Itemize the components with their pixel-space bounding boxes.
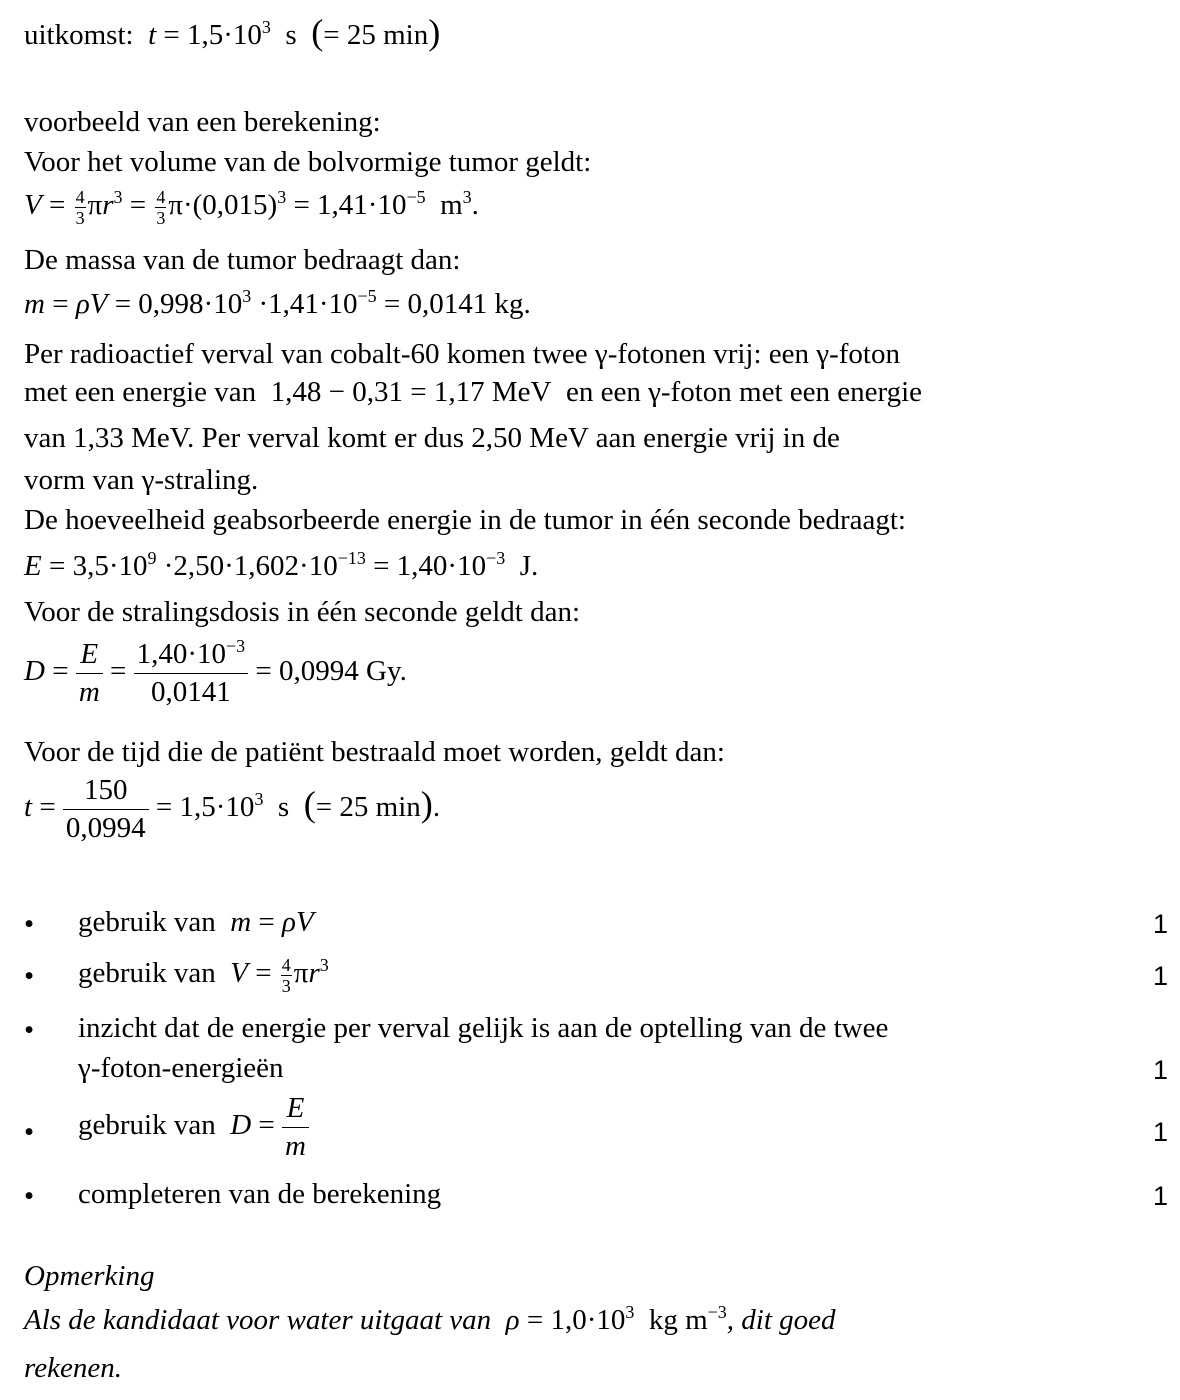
score-item-1-formula: m = ρV: [230, 906, 314, 938]
remark-line-1-post: , dit goed: [726, 1304, 836, 1336]
decay-line-3: van 1,33 MeV. Per verval komt er dus 2,50 MeV aan energie vrij in de: [24, 422, 840, 454]
remark-line-1-formula: $\rho = 1,0\cdot 10^3$ kg $m^{-3}$: [505, 1301, 727, 1336]
score-item-3-line-1: inzicht dat de energie per verval gelijk is aan de optelling van de twee: [78, 1012, 889, 1044]
time-text: Voor de tijd die de patiënt bestraald moet worden, geldt dan:: [24, 736, 725, 768]
score-item-5-points: 1: [1152, 1181, 1168, 1211]
bullet: •: [24, 1014, 35, 1046]
bullet: •: [24, 1180, 35, 1212]
score-item-1-prefix: gebruik van: [78, 906, 216, 938]
score-item-3-line-2: γ-foton-energieën: [78, 1052, 284, 1084]
decay-line-4: vorm van γ-straling.: [24, 464, 259, 496]
score-item-4-formula: D = $\frac{E}{m}$: [230, 1109, 309, 1141]
volume-text: Voor het volume van de bolvormige tumor geldt:: [24, 146, 592, 178]
energy-text: De hoeveelheid geabsorbeerde energie in de tumor in één seconde bedraagt:: [24, 504, 906, 536]
remark-heading: Opmerking: [24, 1260, 155, 1292]
score-item-2-prefix: gebruik van: [78, 957, 216, 990]
dose-formula: D = $\frac{E}{m}$ = $\frac{1,40\cdot 10^{-3}}{0,0141}$ = 0,0994 Gy.: [24, 635, 407, 708]
score-item-4-points: 1: [1152, 1117, 1168, 1147]
remark-line-1-pre: Als de kandidaat voor water uitgaat van: [24, 1304, 492, 1336]
energy-formula: $E = 3,5\cdot 10^9 \cdot 2,50\cdot 1,602\cdot 10^{-13} = 1,40\cdot 10^{-3}$ J.: [24, 547, 539, 582]
decay-line-1: Per radioactief verval van cobalt-60 komen twee γ-fotonen vrij: een γ-foton: [24, 338, 900, 370]
decay-line-2-pre: met een energie van: [24, 376, 257, 408]
dose-text: Voor de stralingsdosis in één seconde geldt dan:: [24, 596, 580, 628]
score-item-1-points: 1: [1152, 909, 1168, 939]
score-item-5: completeren van de berekening: [78, 1178, 442, 1210]
score-item-1: [78, 908, 314, 937]
bullet: •: [24, 908, 35, 940]
time-formula: t = $\frac{150}{0,0994}$ = $1,5\cdot 10^3$ s (= 25 min).: [24, 774, 441, 844]
result-formula: $t = 1,5\cdot 10^3$ s (= 25 min): [148, 12, 441, 52]
decay-line-2-formula: 1,48 − 0,31 = 1,17 MeV: [270, 376, 552, 408]
calc-intro: voorbeeld van een berekening:: [24, 106, 381, 138]
volume-formula: V = $\frac{4}{3}$ $\pi r^3$ = $\frac{4}{3}$ $\pi\cdot(0,015)^3 = 1,41\cdot 10^{-5}$ $m^3$.: [24, 187, 479, 228]
mass-text: De massa van de tumor bedraagt dan:: [24, 244, 461, 276]
mass-formula: $m = \rho V = 0,998\cdot 10^3 \cdot 1,41\cdot 10^{-5} = 0,0141$ kg.: [24, 285, 531, 320]
bullet: •: [24, 1116, 35, 1148]
score-item-2: [78, 956, 329, 995]
result-label: uitkomst:: [24, 19, 134, 51]
score-item-4-prefix: gebruik van: [78, 1109, 216, 1142]
bullet: •: [24, 960, 35, 992]
score-item-2-formula: V = $\frac{4}{3}$ $\pi r^3$: [230, 955, 329, 996]
decay-line-2: [24, 378, 922, 407]
remark-line-1: [24, 1301, 836, 1336]
result-line: [24, 14, 440, 50]
remark-line-2: rekenen.: [24, 1352, 122, 1384]
decay-line-2-post: en een γ-foton met een energie: [565, 376, 923, 408]
score-item-4: [78, 1094, 309, 1161]
score-item-2-points: 1: [1152, 961, 1168, 991]
score-item-3-points: 1: [1152, 1055, 1168, 1085]
